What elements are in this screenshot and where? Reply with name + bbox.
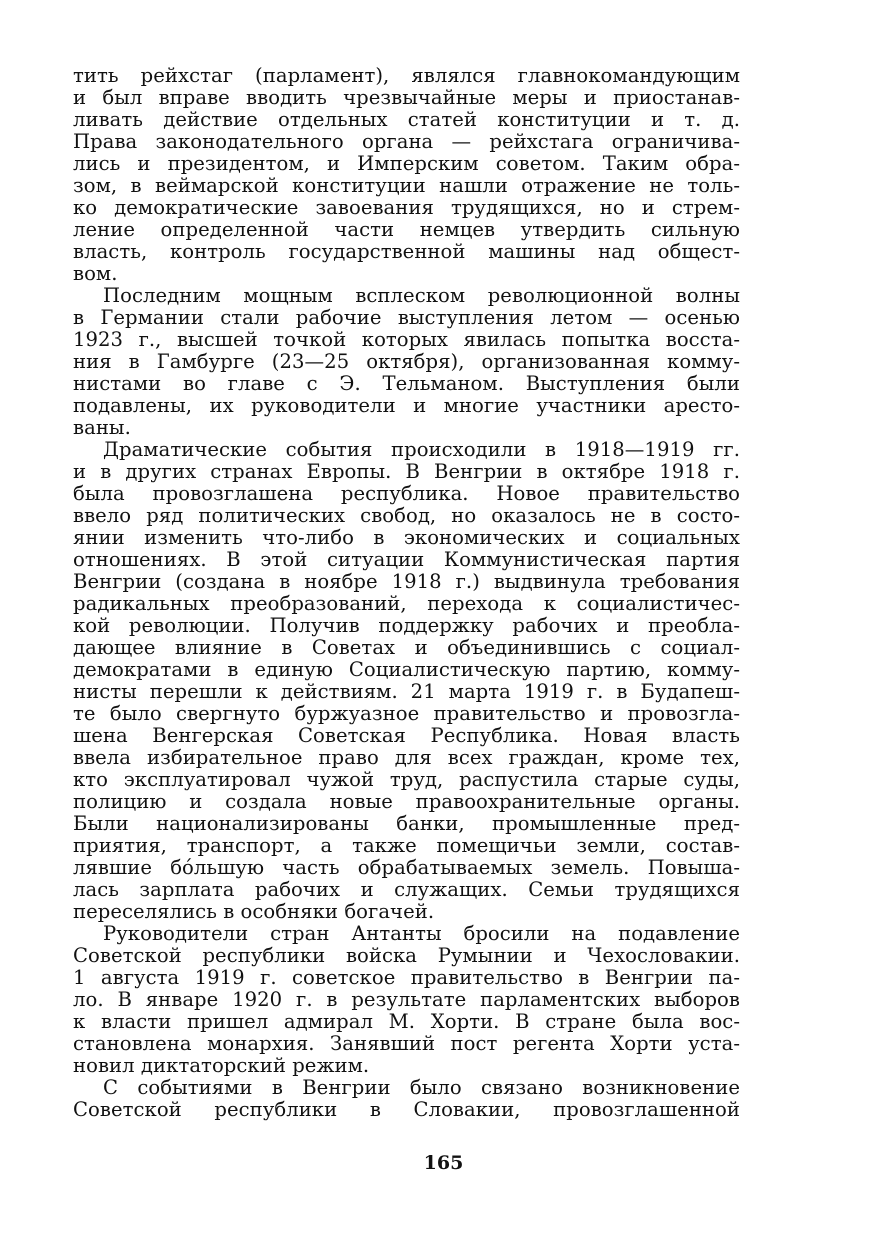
text-line: была провозглашена республика. Новое правительство — [73, 483, 740, 505]
text-line: кто эксплуатировал чужой труд, распустила старые суды, — [73, 769, 740, 791]
paragraph-5 — [73, 1077, 740, 1121]
text-line: кой революции. Получив поддержку рабочих и преобла- — [73, 615, 740, 637]
text-line: тить рейхстаг (парламент), являлся главнокомандующим — [73, 65, 740, 87]
text-line: ление определенной части немцев утвердить сильную — [73, 219, 740, 241]
text-line: ло. В январе 1920 г. в результате парламентских выборов — [73, 989, 740, 1011]
text-line: лявшие бóльшую часть обрабатываемых земель. Повыша- — [73, 857, 740, 879]
text-line: те было свергнуто буржуазное правительство и провозгла- — [73, 703, 740, 725]
text-line: и был вправе вводить чрезвычайные меры и приостанав- — [73, 87, 740, 109]
text-line: лась зарплата рабочих и служащих. Семьи трудящихся — [73, 879, 740, 901]
text-line: полицию и создала новые правоохранительные органы. — [73, 791, 740, 813]
text-line: С событиями в Венгрии было связано возникновение — [103, 1077, 740, 1099]
text-line: янии изменить что-либо в экономических и социальных — [73, 527, 740, 549]
text-line: новил диктаторский режим. — [73, 1055, 370, 1077]
text-line: Венгрии (создана в ноябре 1918 г.) выдвинула требования — [73, 571, 740, 593]
text-line: радикальных преобразований, перехода к социалистичес- — [73, 593, 740, 615]
paragraph-2 — [73, 285, 740, 439]
page-number: 165 — [423, 1152, 464, 1174]
text-line: приятия, транспорт, а также помещичьи земли, состав- — [73, 835, 740, 857]
text-line: ваны. — [73, 417, 131, 439]
text-line: ливать действие отдельных статей конституции и т. д. — [73, 109, 740, 131]
text-line: отношениях. В этой ситуации Коммунистическая партия — [73, 549, 740, 571]
text-line: шена Венгерская Советская Республика. Новая власть — [73, 725, 740, 747]
page-body — [73, 65, 740, 1121]
text-line: переселялись в особняки богачей. — [73, 901, 435, 923]
text-line: Руководители стран Антанты бросили на подавление — [103, 923, 740, 945]
text-line: к власти пришел адмирал М. Хорти. В стране была вос- — [73, 1011, 740, 1033]
text-line: Были национализированы банки, промышленные пред- — [73, 813, 740, 835]
paragraph-1 — [73, 65, 740, 285]
text-line: ко демократические завоевания трудящихся, но и стрем- — [73, 197, 740, 219]
text-line: Советской республики в Словакии, провозглашенной — [73, 1099, 740, 1121]
text-line: в Германии стали рабочие выступления летом — осенью — [73, 307, 740, 329]
text-line: демократами в единую Социалистическую партию, комму- — [73, 659, 740, 681]
text-line: 1923 г., высшей точкой которых явилась попытка восста- — [73, 329, 740, 351]
text-line: ния в Гамбурге (23—25 октября), организованная комму- — [73, 351, 740, 373]
text-line: дающее влияние в Советах и объединившись с социал- — [73, 637, 740, 659]
text-line: ввела избирательное право для всех граждан, кроме тех, — [73, 747, 740, 769]
text-line: становлена монархия. Занявший пост регента Хорти уста- — [73, 1033, 740, 1055]
text-line: Советской республики войска Румынии и Чехословакии. — [73, 945, 740, 967]
text-line: зом, в веймарской конституции нашли отражение не толь- — [73, 175, 740, 197]
text-line: нисты перешли к действиям. 21 марта 1919 г. в Будапеш- — [73, 681, 740, 703]
text-line: 1 августа 1919 г. советское правительство в Венгрии па- — [73, 967, 740, 989]
text-line: Последним мощным всплеском революционной волны — [103, 285, 740, 307]
text-line: вом. — [73, 263, 118, 285]
text-line: власть, контроль государственной машины над общест- — [73, 241, 740, 263]
text-line: подавлены, их руководители и многие участники аресто- — [73, 395, 740, 417]
paragraph-3 — [73, 439, 740, 923]
text-line: лись и президентом, и Имперским советом. Таким обра- — [73, 153, 740, 175]
text-line: нистами во главе с Э. Тельманом. Выступления были — [73, 373, 740, 395]
paragraph-4 — [73, 923, 740, 1077]
text-line: Права законодательного органа — рейхстага ограничива- — [73, 131, 740, 153]
text-line: ввело ряд политических свобод, но оказалось не в состо- — [73, 505, 740, 527]
text-line: Драматические события происходили в 1918—1919 гг. — [103, 439, 740, 461]
text-line: и в других странах Европы. В Венгрии в октябре 1918 г. — [73, 461, 740, 483]
